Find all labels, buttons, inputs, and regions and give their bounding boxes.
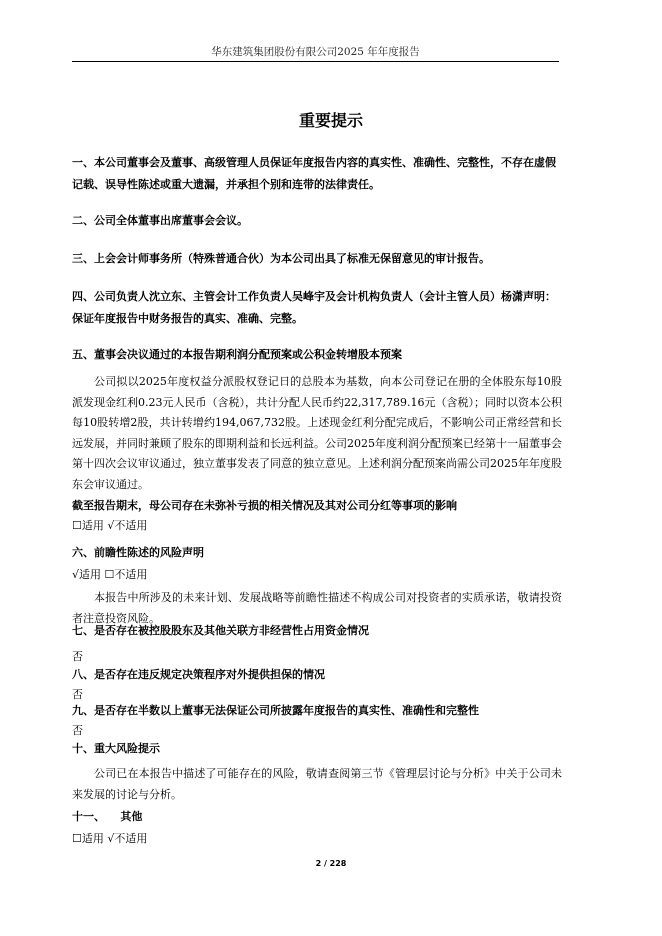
section-5-heading: 五、董事会决议通过的本报告期利润分配预案或公积金转增股本预案: [72, 348, 402, 361]
section-7: [72, 620, 562, 666]
section-1-text: 一、本公司董事会及董事、高级管理人员保证年度报告内容的真实性、准确性、完整性，不存在虚假记载、误导性陈述或重大遗漏，并承担个别和连带的法律责任。: [72, 156, 556, 191]
section-2-text: 二、公司全体董事出席董事会会议。: [72, 214, 248, 227]
section-11-options: ☐适用 √不适用: [72, 832, 148, 845]
section-3-text: 三、上会会计师事务所（特殊普通合伙）为本公司出具了标准无保留意见的审计报告。: [72, 252, 490, 265]
section-6-options: √适用 ☐不适用: [72, 568, 148, 581]
section-5-subheading: 截至报告期末，母公司存在未弥补亏损的相关情况及其对公司分红等事项的影响: [72, 499, 457, 512]
section-8: [72, 664, 562, 704]
section-10-body: 公司已在本报告中描述了可能存在的风险，敬请查阅第三节《管理层讨论与分析》中关于公司未来发展的讨论与分析。: [72, 767, 562, 801]
section-1: [72, 152, 562, 196]
section-5-options: ☐适用 √不适用: [72, 519, 148, 532]
section-6-heading: 六、前瞻性陈述的风险声明: [72, 546, 204, 559]
section-6-body: 本报告中所涉及的未来计划、发展战略等前瞻性描述不构成公司对投资者的实质承诺，敬请投资者注意投资风险。: [72, 591, 562, 625]
section-7-answer: 否: [72, 650, 83, 663]
section-4: [72, 286, 562, 330]
section-9-answer: 否: [72, 724, 83, 737]
section-6: [72, 542, 562, 629]
section-3: [72, 248, 562, 270]
section-2: [72, 210, 562, 232]
header-divider: [72, 61, 559, 62]
section-5: [72, 344, 562, 535]
section-8-answer: 否: [72, 688, 83, 701]
section-10: [72, 738, 562, 805]
section-9-heading: 九、是否存在半数以上董事无法保证公司所披露年度报告的真实性、准确性和完整性: [72, 704, 479, 717]
section-11-heading: 十一、 其他: [72, 810, 143, 823]
section-11: [72, 806, 562, 848]
page-title: 重要提示: [298, 111, 363, 130]
section-8-heading: 八、是否存在违反规定决策程序对外提供担保的情况: [72, 668, 325, 681]
section-10-heading: 十、重大风险提示: [72, 742, 160, 755]
section-4-text: 四、公司负责人沈立东、主管会计工作负责人吴峰宇及会计机构负责人（会计主管人员）杨潇声明：保证年度报告中财务报告的真实、准确、完整。: [72, 290, 556, 325]
page-number: 2 / 228: [315, 859, 347, 868]
page-header: 华东建筑集团股份有限公司2025 年年度报告: [211, 46, 420, 58]
section-7-heading: 七、是否存在被控股股东及其他关联方非经营性占用资金情况: [72, 624, 369, 637]
section-9: [72, 700, 562, 740]
section-5-body: 公司拟以2025年度权益分派股权登记日的总股本为基数，向本公司登记在册的全体股东每10股派发现金红利0.23元人民币（含税），共计分配人民币约22,317,789.16元（含税）；同时以资本公积每10股转增2股，共计转增约194,067,732股。上述现金红利分配完成后，不影响公司正常经营和长远发展，并同时兼顾了股东的即期利益和长远利益。公司2025年度利润分配预案已经第十一届董事会第十四次会议审议通过，独立董事发表了同意的独立意见。上述利润分配预案尚需公司2025年年度股东会审议通过。: [72, 375, 562, 491]
